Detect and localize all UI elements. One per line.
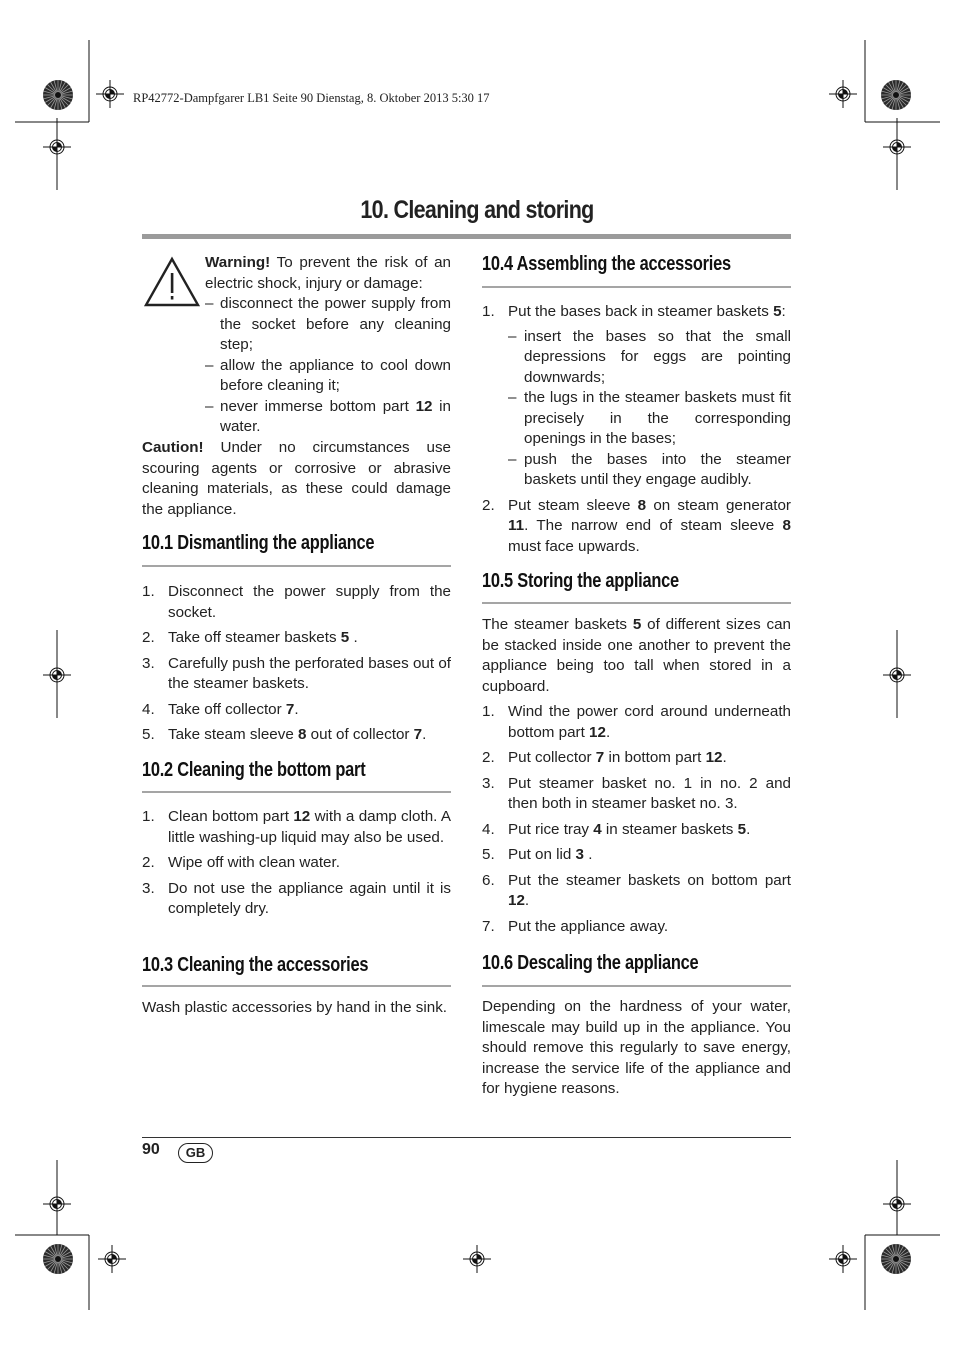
sub-item: the lugs in the steamer baskets must fit precisely in the corresponding openings in the bases; bbox=[524, 389, 791, 447]
list-item bbox=[482, 871, 791, 912]
list-item-text: Put rice tray 4 in steamer baskets 5. bbox=[508, 820, 751, 838]
section-text-10-6: Depending on the hardness of your water, limescale may build up in the appliance. You should remove this regularly to save energy, increase the service life of the appliance and for hygiene reasons. bbox=[482, 998, 791, 1097]
section-rule bbox=[482, 286, 791, 288]
registration-mark-icon bbox=[463, 1245, 491, 1273]
title-rule bbox=[142, 234, 791, 239]
list-item-text: Put steamer basket no. 1 in no. 2 and then both in steamer basket no. 3. bbox=[508, 774, 791, 812]
section-rule bbox=[142, 565, 451, 567]
list-item-text: Do not use the appliance again until it is completely dry. bbox=[168, 879, 451, 917]
footer-rule bbox=[142, 1137, 791, 1138]
list-number: 3. bbox=[142, 879, 155, 897]
sub-item: insert the bases so that the small depressions for eggs are pointing downwards; bbox=[524, 327, 791, 386]
list-number: 4. bbox=[482, 820, 495, 838]
list-item-text: Take steam sleeve 8 out of collector 7. bbox=[168, 726, 427, 743]
list-item-text: Wind the power cord around underneath bottom part 12. bbox=[508, 703, 791, 741]
list-number: 4. bbox=[142, 700, 155, 718]
list-item-text: Take off steamer baskets 5 . bbox=[168, 629, 358, 646]
list-number: 7. bbox=[482, 917, 495, 935]
registration-mark-icon bbox=[43, 1190, 71, 1218]
warning-text: To prevent the risk of an electric shock, injury or damage: bbox=[205, 254, 451, 292]
list-item bbox=[482, 845, 791, 866]
list-10-1 bbox=[142, 582, 451, 751]
list-item bbox=[482, 917, 791, 938]
color-target-icon bbox=[43, 80, 73, 110]
registration-mark-icon bbox=[43, 133, 71, 161]
section-heading-10-1: 10.1 Dismantling the appliance bbox=[142, 532, 375, 554]
caution-text: Under no circumstances use scouring agents or corrosive or abrasive cleaning materials, as these could damage the appliance. bbox=[142, 439, 451, 518]
list-item bbox=[142, 879, 451, 920]
list-10-2 bbox=[142, 807, 451, 925]
section-rule bbox=[142, 985, 451, 987]
color-target-icon bbox=[43, 1244, 73, 1274]
list-number: 3. bbox=[142, 654, 155, 672]
list-number: 2. bbox=[142, 629, 155, 646]
section-rule bbox=[142, 791, 451, 793]
list-item bbox=[142, 853, 451, 874]
registration-mark-icon bbox=[43, 661, 71, 689]
warning-item: never immerse bottom part 12 in water. bbox=[220, 397, 451, 435]
warning-item: disconnect the power supply from the socket before any cleaning step; bbox=[220, 295, 451, 353]
list-item bbox=[142, 700, 451, 721]
section-rule bbox=[482, 602, 791, 604]
list-item bbox=[142, 725, 451, 746]
page-title: 10. Cleaning and storing bbox=[360, 196, 594, 224]
list-item-text: Wipe off with clean water. bbox=[168, 854, 340, 871]
section-text-10-3: Wash plastic accessories by hand in the sink. bbox=[142, 999, 448, 1016]
list-item-text: Put the steamer baskets on bottom part 12. bbox=[508, 871, 791, 909]
list-item: Put steam sleeve 8 on steam generator 11. The narrow end of steam sleeve 8 must face upwards. bbox=[508, 496, 791, 555]
warning-item: allow the appliance to cool down before cleaning it; bbox=[220, 356, 451, 394]
list-item bbox=[482, 702, 791, 743]
registration-mark-icon bbox=[883, 133, 911, 161]
registration-mark-icon bbox=[883, 1190, 911, 1218]
list-item-text: Disconnect the power supply from the socket. bbox=[168, 583, 451, 621]
page-number: 90 bbox=[142, 1141, 160, 1158]
list-item-text: Put the appliance away. bbox=[508, 917, 669, 935]
registration-mark-icon bbox=[829, 80, 857, 108]
list-number: 1. bbox=[142, 583, 155, 600]
list-number: 1. bbox=[482, 703, 495, 720]
section-intro-10-5: The steamer baskets 5 of different sizes can be stacked inside one another to prevent the appliance being too tall when stored in a cupboard. bbox=[482, 616, 791, 695]
sub-item: push the bases into the steamer baskets until they engage audibly. bbox=[524, 450, 791, 488]
section-rule bbox=[482, 985, 791, 987]
section-heading-10-5: 10.5 Storing the appliance bbox=[482, 570, 679, 592]
section-heading-10-3: 10.3 Cleaning the accessories bbox=[142, 954, 369, 976]
color-target-icon bbox=[881, 80, 911, 110]
print-slug-line: RP42772-Dampfgarer LB1 Seite 90 Dienstag, 8. Oktober 2013 5:30 17 bbox=[133, 91, 490, 105]
section-heading-10-2: 10.2 Cleaning the bottom part bbox=[142, 759, 366, 781]
warning-triangle-icon bbox=[143, 256, 201, 308]
list-number: 1. bbox=[142, 808, 155, 825]
section-heading-10-6: 10.6 Descaling the appliance bbox=[482, 952, 699, 974]
list-number: 5. bbox=[142, 726, 155, 743]
list-item bbox=[142, 654, 451, 695]
list-item-text: Take off collector 7. bbox=[168, 700, 299, 718]
list-item: Put the bases back in steamer baskets 5: bbox=[508, 303, 786, 320]
list-number: 3. bbox=[482, 774, 495, 792]
list-number: 2. bbox=[482, 749, 495, 766]
list-item-text: Carefully push the perforated bases out of the steamer baskets. bbox=[168, 654, 451, 692]
country-badge: GB bbox=[178, 1143, 213, 1163]
list-item-text: Clean bottom part 12 with a damp cloth. A little washing-up liquid may also be used. bbox=[168, 808, 451, 846]
list-10-4: 1. Put the bases back in steamer baskets 5: – insert the bases so that the small depressions for eggs are pointing downwards; – the lugs in the steamer baskets must fit precisely in the corresponding openings in the bases; – push the bases into the steamer baskets until they engage audibly. 2. Put steam sleeve 8 on steam generator 11. The narrow end of steam sleeve 8 must face upwards. bbox=[482, 303, 791, 555]
registration-mark-icon bbox=[883, 661, 911, 689]
list-item-text: Put on lid 3 . bbox=[508, 846, 593, 863]
list-item bbox=[482, 748, 791, 769]
list-item-text: Put collector 7 in bottom part 12. bbox=[508, 749, 727, 766]
section-heading-10-4: 10.4 Assembling the accessories bbox=[482, 253, 731, 275]
list-item bbox=[482, 774, 791, 815]
list-item bbox=[142, 582, 451, 623]
list-number: 2. bbox=[142, 854, 155, 871]
list-item bbox=[142, 628, 451, 649]
list-number: 6. bbox=[482, 871, 495, 889]
section-body-10-5 bbox=[482, 615, 791, 942]
list-item bbox=[482, 820, 791, 841]
warning-note: Warning! To prevent the risk of an electric shock, injury or damage: – disconnect the power supply from the socket before any cleaning step; – allow the appliance to cool down before cleaning it; – never immerse bottom part 12 in water. bbox=[205, 254, 451, 435]
registration-mark-icon bbox=[96, 80, 124, 108]
registration-mark-icon bbox=[829, 1245, 857, 1273]
warning-label: Warning! bbox=[205, 254, 271, 271]
registration-mark-icon bbox=[98, 1245, 126, 1273]
color-target-icon bbox=[881, 1244, 911, 1274]
caution-label: Caution! bbox=[142, 439, 204, 456]
list-number: 5. bbox=[482, 846, 495, 863]
list-item bbox=[142, 807, 451, 848]
caution-note bbox=[142, 438, 451, 520]
